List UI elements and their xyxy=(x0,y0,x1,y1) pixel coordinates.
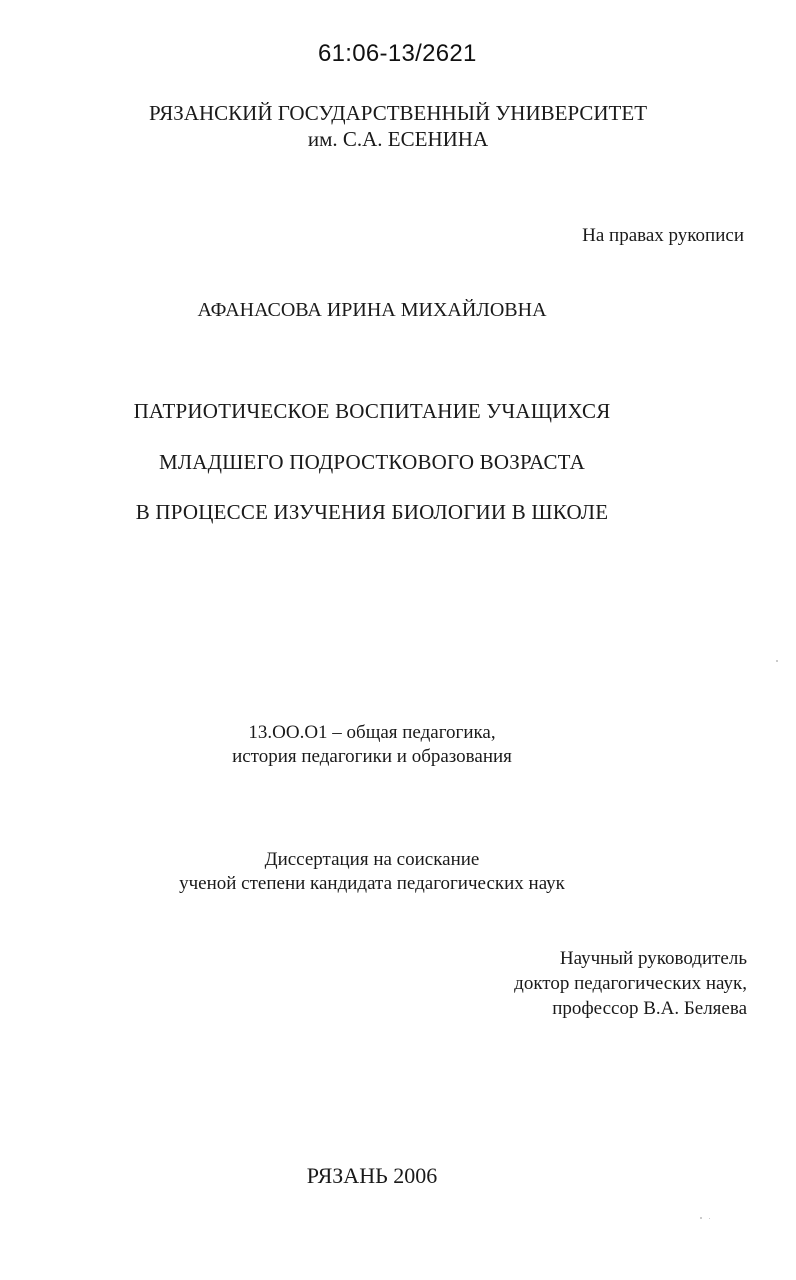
title-line-3: В ПРОЦЕССЕ ИЗУЧЕНИЯ БИОЛОГИИ В ШКОЛЕ xyxy=(135,500,609,524)
supervisor-line-1: Научный руководитель xyxy=(559,948,747,969)
specialty-line-1: 13.ОО.О1 – общая педагогика, xyxy=(248,722,496,743)
catalog-number: 61:06-13/2621 xyxy=(318,40,477,67)
author-name: АФАНАСОВА ИРИНА МИХАЙЛОВНА xyxy=(197,299,547,321)
specialty xyxy=(0,721,770,769)
scan-speck xyxy=(700,1217,702,1219)
degree-line-2: ученой степени кандидата педагогических наук xyxy=(179,873,565,894)
supervisor-line-2: доктор педагогических наук, xyxy=(514,973,747,994)
supervisor-block xyxy=(514,946,747,1021)
university-line-1: РЯЗАНСКИЙ ГОСУДАРСТВЕННЫЙ УНИВЕРСИТЕТ xyxy=(148,101,648,125)
city-year: РЯЗАНЬ 2006 xyxy=(306,1163,438,1188)
title-line-1: ПАТРИОТИЧЕСКОЕ ВОСПИТАНИЕ УЧАЩИХСЯ xyxy=(133,399,611,423)
specialty-line-2: история педагогики и образования xyxy=(232,746,512,767)
supervisor-line-3: профессор В.А. Беляева xyxy=(552,998,747,1019)
degree-line-1: Диссертация на соискание xyxy=(264,849,480,870)
manuscript-rights: На правах рукописи xyxy=(582,225,744,246)
university-line-2: им. С.А. ЕСЕНИНА xyxy=(307,127,489,151)
degree-statement xyxy=(0,848,770,896)
scan-speck xyxy=(709,1218,710,1219)
scan-speck xyxy=(776,660,778,662)
title-line-2: МЛАДШЕГО ПОДРОСТКОВОГО ВОЗРАСТА xyxy=(158,450,586,474)
university-name xyxy=(0,100,796,152)
